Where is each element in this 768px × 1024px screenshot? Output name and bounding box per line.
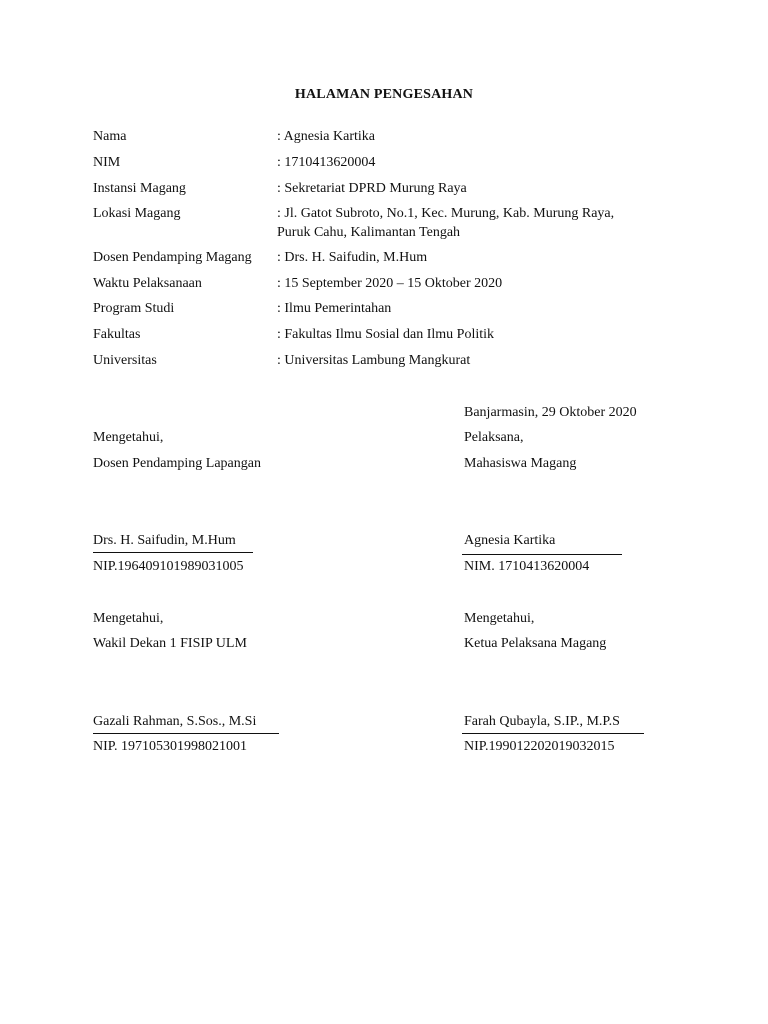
signature-line [462,733,644,734]
field-value-nama: : Agnesia Kartika [277,129,375,144]
field-value-waktu: : 15 September 2020 – 15 Oktober 2020 [277,276,503,291]
field-label-universitas: Universitas [93,353,157,368]
signature-id: NIP.196409101989031005 [93,559,244,574]
field-value-universitas: : Universitas Lambung Mangkurat [277,353,471,368]
field-value-nim: : 1710413620004 [277,155,376,170]
signature-line [462,554,622,555]
field-label-nama: Nama [93,129,127,144]
signature-name: Drs. H. Saifudin, M.Hum [93,533,236,548]
field-value-lokasi-line2: Puruk Cahu, Kalimantan Tengah [277,225,461,240]
field-value-instansi: : Sekretariat DPRD Murung Raya [277,181,467,196]
signature-name: Gazali Rahman, S.Sos., M.Si [93,714,257,729]
signature-role: Mahasiswa Magang [464,456,577,471]
signature-line [93,733,279,734]
field-label-instansi: Instansi Magang [93,181,186,196]
signature-role: Dosen Pendamping Lapangan [93,456,261,471]
field-label-prodi: Program Studi [93,301,175,316]
signature-name: Farah Qubayla, S.IP., M.P.S [464,714,620,729]
field-value-prodi: : Ilmu Pemerintahan [277,301,392,316]
signature-role: Ketua Pelaksana Magang [464,636,607,651]
signature-id: NIP. 197105301998021001 [93,739,248,754]
signature-heading: Mengetahui, [93,430,164,445]
signature-id: NIP.199012202019032015 [464,739,615,754]
field-label-dosen: Dosen Pendamping Magang [93,250,252,265]
signature-id: NIM. 1710413620004 [464,559,590,574]
field-label-fakultas: Fakultas [93,327,141,342]
field-value-dosen: : Drs. H. Saifudin, M.Hum [277,250,428,265]
signature-name: Agnesia Kartika [464,533,556,548]
page-title: HALAMAN PENGESAHAN [294,87,474,102]
field-value-fakultas: : Fakultas Ilmu Sosial dan Ilmu Politik [277,327,494,342]
signature-heading: Mengetahui, [464,611,535,626]
place-date: Banjarmasin, 29 Oktober 2020 [464,405,637,420]
field-label-lokasi: Lokasi Magang [93,206,181,221]
field-label-nim: NIM [93,155,121,170]
signature-role: Wakil Dekan 1 FISIP ULM [93,636,247,651]
field-value-lokasi: : Jl. Gatot Subroto, No.1, Kec. Murung, Kab. Murung Raya, [277,206,615,221]
signature-line [93,552,253,553]
signature-heading: Mengetahui, [93,611,164,626]
field-label-waktu: Waktu Pelaksanaan [93,276,202,291]
signature-heading: Pelaksana, [464,430,524,445]
